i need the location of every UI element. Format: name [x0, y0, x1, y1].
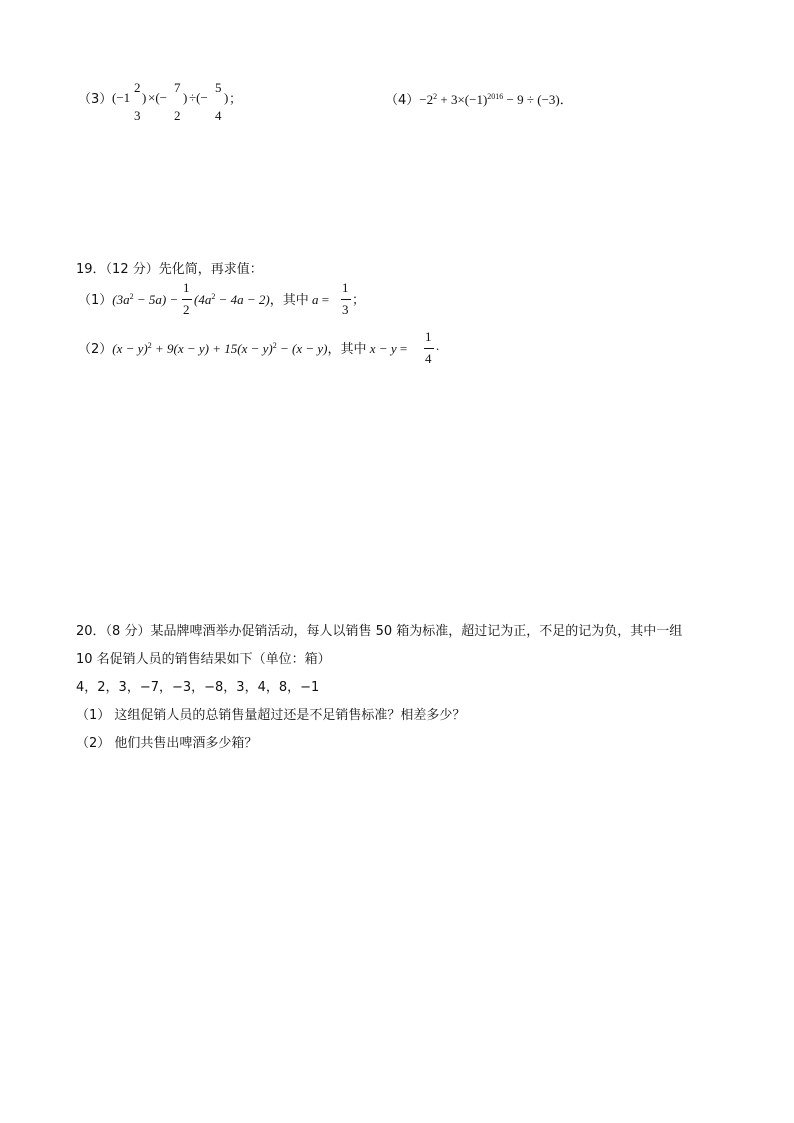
fraction-numerator: 1	[425, 329, 432, 344]
expr-part: + 3×(−1)	[437, 92, 488, 107]
q20-sub2: （2） 他们共售出啤酒多少箱？	[76, 736, 258, 751]
expr-part: ，其中	[269, 293, 309, 308]
q18-item4-label: （4）	[385, 93, 420, 108]
expr-part: )	[183, 90, 188, 105]
q19-item2	[78, 338, 407, 357]
expr-part: .	[436, 338, 440, 353]
expr-part: )	[142, 90, 147, 105]
exponent: 2	[211, 292, 216, 301]
fraction-denominator: 2	[183, 302, 190, 317]
fraction-denominator: 3	[134, 108, 141, 123]
expr-part: ×(−	[148, 90, 167, 105]
expr-part: (4a	[194, 292, 212, 307]
exponent: 2	[433, 92, 438, 101]
fraction-numerator: 5	[215, 80, 222, 95]
expr-part: ÷(−	[189, 90, 208, 105]
variable: a	[311, 292, 319, 307]
q20-sub1: （1） 这组促销人员的总销售量超过还是不足销售标准？相差多少？	[76, 708, 466, 723]
expr-part: =	[318, 292, 330, 307]
expr-part: (−1	[112, 90, 131, 105]
expr-part: (3a	[112, 292, 130, 307]
expr-part: − 9 ÷ (−3)	[503, 92, 560, 107]
fraction-numerator: 2	[134, 80, 141, 95]
q18-item3-expr	[112, 90, 130, 106]
fraction-denominator: 3	[342, 302, 349, 317]
q19-item1-label: （1）	[78, 293, 113, 308]
fraction-numerator: 1	[342, 280, 349, 295]
fraction-numerator: 1	[183, 280, 190, 295]
expr-part: ，其中	[327, 342, 367, 357]
expr-part: ；	[229, 92, 243, 107]
expr-part: −2	[419, 92, 434, 107]
expr-part: =	[396, 341, 408, 356]
exponent: 2016	[487, 92, 504, 101]
fraction-bar	[182, 299, 192, 300]
fraction-bar	[341, 299, 351, 300]
q19-item1-part1	[78, 289, 178, 308]
fraction-denominator: 4	[425, 351, 432, 366]
q20-data: 4，2，3，−7，−3，−8，3，4，8，−1	[76, 680, 320, 695]
fraction-denominator: 2	[174, 108, 181, 123]
q20-line1: 20．（8 分）某品牌啤酒举办促销活动，每人以销售 50 箱为标准，超过记为正，不足的记为负，其中一组	[76, 624, 683, 639]
expr-part: ．	[559, 93, 573, 108]
fraction-bar	[424, 348, 434, 349]
expr-part: (x − y)	[112, 341, 148, 356]
q19-item2-label: （2）	[78, 342, 113, 357]
expr-part: − 5a) −	[133, 292, 179, 307]
fraction-denominator: 4	[215, 108, 222, 123]
q18-item3-label: （3）	[78, 92, 113, 107]
exponent: 2	[272, 341, 277, 350]
condition: x − y	[369, 341, 397, 356]
q20-line2: 10 名促销人员的销售结果如下（单位：箱）	[76, 652, 331, 667]
exponent: 2	[147, 341, 152, 350]
exponent: 2	[129, 292, 134, 301]
expr-part: − (x − y)	[276, 341, 328, 356]
expr-part: )	[224, 90, 229, 105]
q19-heading: 19．（12 分）先化简，再求值：	[76, 262, 263, 277]
q18-item4	[385, 89, 573, 108]
q18-item3	[78, 88, 112, 107]
q19-item1-part2	[194, 289, 329, 308]
expr-part: ；	[352, 293, 366, 308]
expr-part: − 4a − 2)	[215, 292, 270, 307]
expr-part: + 9(x − y) + 15(x − y)	[151, 341, 273, 356]
fraction-numerator: 7	[174, 80, 181, 95]
